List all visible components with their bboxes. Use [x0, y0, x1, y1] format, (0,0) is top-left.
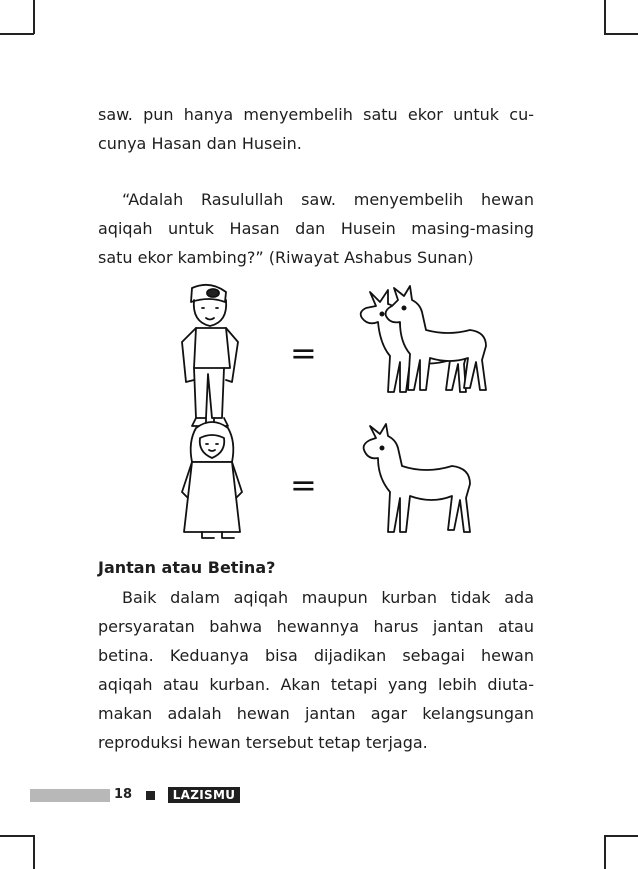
page-number: 18	[114, 787, 133, 802]
crop-mark-bottom-left-v	[33, 835, 35, 869]
text-line: aqiqah atau kurban. Akan tetapi yang lebih diuta-	[98, 675, 534, 694]
section-body	[98, 583, 534, 757]
text-line: cunya Hasan dan Husein.	[98, 134, 302, 153]
crop-mark-bottom-right-v	[604, 835, 606, 869]
page-footer	[30, 787, 236, 803]
crop-mark-bottom-left-h	[0, 835, 34, 837]
crop-mark-top-right-v	[604, 0, 606, 34]
footer-square-marker	[146, 791, 155, 800]
single-goat-figure	[364, 424, 470, 532]
crop-mark-top-left-h	[0, 33, 34, 35]
equals-sign-row2: =	[290, 466, 317, 504]
crop-mark-top-right-h	[604, 33, 638, 35]
text-line: saw. pun hanya menyembelih satu ekor untuk cu-	[98, 105, 534, 124]
equals-sign-row1: =	[290, 334, 317, 372]
brand-label: LAZISMU	[168, 787, 240, 803]
crop-mark-top-left-v	[33, 0, 35, 34]
text-line: makan adalah hewan jantan agar kelangsungan	[98, 704, 534, 723]
boy-figure	[182, 285, 238, 426]
text-line: Baik dalam aqiqah maupun kurban tidak ada	[122, 588, 534, 607]
text-line: persyaratan bahwa hewannya harus jantan atau	[98, 617, 534, 636]
girl-figure	[182, 422, 242, 538]
text-line: “Adalah Rasulullah saw. menyembelih hewan	[122, 190, 534, 209]
text-line: aqiqah untuk Hasan dan Husein masing-masing	[98, 219, 534, 238]
text-line: reproduksi hewan tersebut tetap terjaga.	[98, 733, 428, 752]
two-goats-figure	[361, 286, 486, 392]
paragraph-intro	[98, 100, 534, 158]
aqiqah-illustration	[130, 278, 520, 548]
text-line: betina. Keduanya bisa dijadikan sebagai hewan	[98, 646, 534, 665]
crop-mark-bottom-right-h	[604, 835, 638, 837]
footer-bar	[30, 789, 110, 802]
text-line: satu ekor kambing?” (Riwayat Ashabus Sunan)	[98, 248, 474, 267]
hadith-quote	[98, 185, 534, 272]
section-heading: Jantan atau Betina?	[98, 558, 276, 577]
